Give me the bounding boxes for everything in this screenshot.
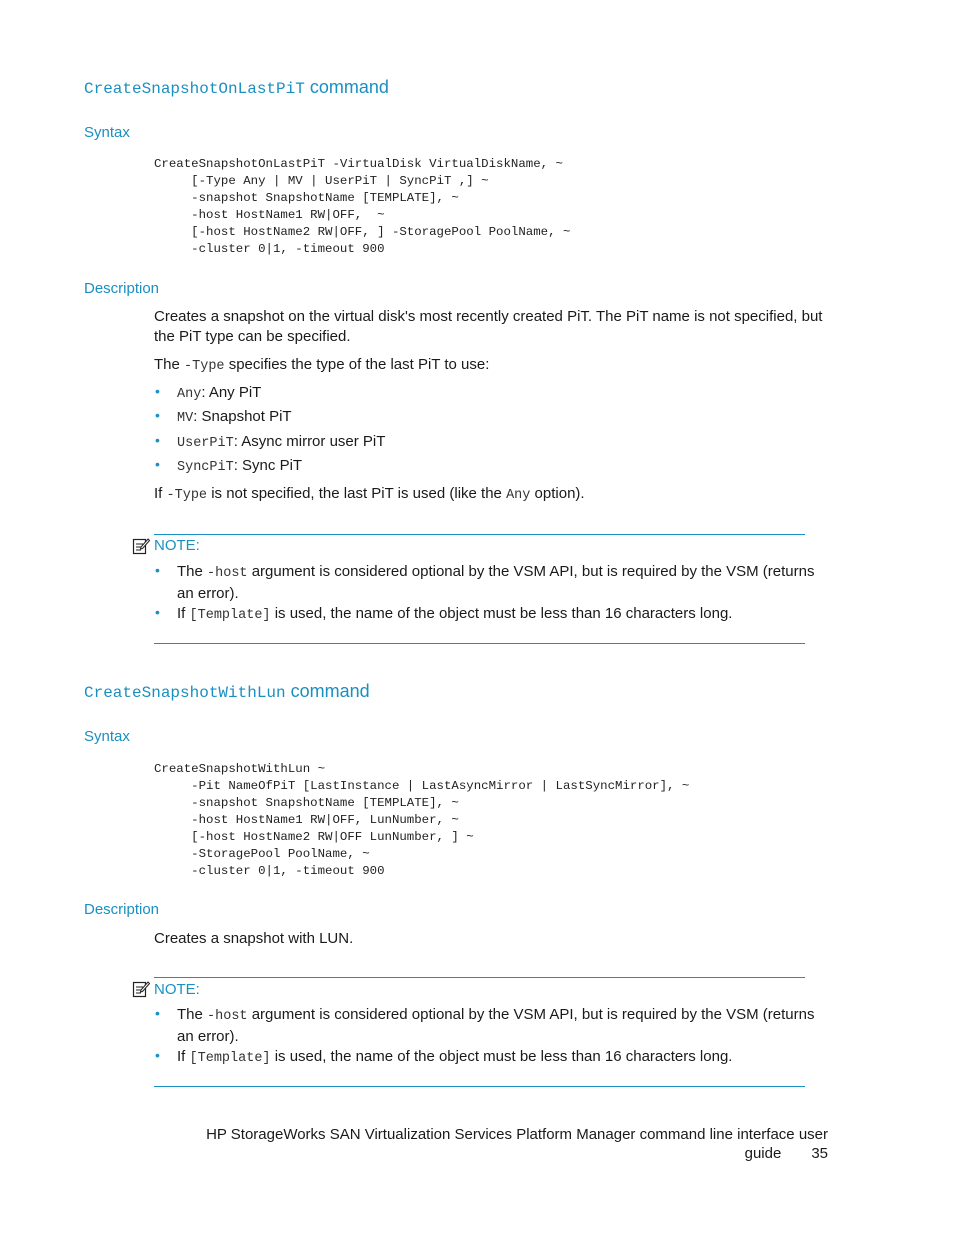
- note-code: -host: [207, 566, 248, 581]
- note-bottom-rule: [154, 643, 805, 644]
- section1-title-code: CreateSnapshotOnLastPiT: [84, 80, 305, 98]
- code-line: [-Type Any | MV | UserPiT | SyncPiT ,] ~: [154, 174, 489, 188]
- bullet-dot: •: [155, 456, 160, 472]
- note-top-rule: [154, 977, 805, 978]
- list-item: [177, 432, 385, 454]
- section2-syntax-block: [154, 761, 689, 880]
- section2-syntax-heading: Syntax: [84, 728, 130, 745]
- note-label: NOTE:: [154, 537, 200, 554]
- page-number: 35: [811, 1145, 828, 1162]
- footer-guide: guide: [744, 1145, 782, 1162]
- note-line2: an error).: [177, 1027, 239, 1045]
- bullet-dot: •: [155, 383, 160, 399]
- section1-title-word: command: [309, 77, 389, 97]
- section1-description-heading: Description: [84, 280, 160, 297]
- bullet-dot: •: [155, 407, 160, 423]
- note-pre: The: [177, 563, 208, 580]
- if-code1: -Type: [166, 488, 208, 503]
- note-pencil-icon: [132, 537, 150, 560]
- type-code: UserPiT: [177, 436, 234, 451]
- section1-title: [84, 77, 389, 98]
- footer-title: HP StorageWorks SAN Virtualization Services Platform Manager command line interface user: [206, 1126, 828, 1143]
- section2-description-heading: Description: [84, 901, 160, 918]
- if-type-line: [154, 484, 585, 506]
- note-pencil-icon: [132, 980, 150, 1003]
- bullet-dot: •: [155, 604, 160, 620]
- note-item: [177, 1005, 817, 1046]
- note-label: NOTE:: [154, 981, 200, 998]
- code-line: [-host HostName2 RW|OFF LunNumber, ] ~: [154, 830, 474, 844]
- type-code: Any: [177, 387, 202, 402]
- type-text: : Async mirror user PiT: [233, 433, 386, 450]
- note-line2: an error).: [177, 584, 239, 602]
- bullet-dot: •: [155, 1005, 160, 1021]
- type-code: MV: [177, 411, 194, 426]
- note-item: [177, 562, 817, 603]
- code-line: -cluster 0|1, -timeout 900: [154, 864, 385, 878]
- section2-title-word: command: [290, 681, 370, 701]
- code-line: -snapshot SnapshotName [TEMPLATE], ~: [154, 191, 459, 205]
- code-line: -StoragePool PoolName, ~: [154, 847, 370, 861]
- note-pre: The: [177, 1006, 208, 1023]
- note-item: [177, 604, 732, 626]
- note-pre: If: [177, 1048, 190, 1065]
- note-code: [Template]: [189, 1051, 271, 1066]
- note-item: [177, 1047, 732, 1069]
- section1-description: [154, 307, 834, 346]
- note-bottom-rule: [154, 1086, 805, 1087]
- note-post: argument is considered optional by the VSM API, but is required by the VSM (returns: [247, 563, 815, 580]
- note-top-rule: [154, 534, 805, 535]
- type-intro-post: specifies the type of the last PiT to use:: [224, 356, 490, 373]
- code-line: -host HostName1 RW|OFF, LunNumber, ~: [154, 813, 459, 827]
- code-line: CreateSnapshotOnLastPiT -VirtualDisk VirtualDiskName, ~: [154, 157, 563, 171]
- section2-title-code: CreateSnapshotWithLun: [84, 684, 286, 702]
- list-item: [177, 456, 302, 478]
- code-line: -host HostName1 RW|OFF, ~: [154, 208, 385, 222]
- type-intro: [154, 355, 489, 377]
- type-code: SyncPiT: [177, 460, 234, 475]
- code-line: -snapshot SnapshotName [TEMPLATE], ~: [154, 796, 459, 810]
- bullet-dot: •: [155, 1047, 160, 1063]
- section1-syntax-heading: Syntax: [84, 124, 130, 141]
- type-text: : Any PiT: [201, 384, 262, 401]
- type-intro-code: -Type: [184, 359, 225, 374]
- code-line: -cluster 0|1, -timeout 900: [154, 242, 385, 256]
- if-mid: is not specified, the last PiT is used (like the: [207, 485, 507, 502]
- code-line: CreateSnapshotWithLun ~: [154, 762, 326, 776]
- type-text: : Sync PiT: [233, 457, 303, 474]
- note-post: is used, the name of the object must be less than 16 characters long.: [270, 605, 733, 622]
- section1-syntax-block: [154, 156, 570, 258]
- section2-description: Creates a snapshot with LUN.: [154, 930, 354, 947]
- code-line: [-host HostName2 RW|OFF, ] -StoragePool PoolName, ~: [154, 225, 571, 239]
- description-line: Creates a snapshot on the virtual disk's most recently created PiT. The PiT name is not specified, but: [154, 308, 823, 325]
- if-code2: Any: [506, 488, 531, 503]
- note-post: is used, the name of the object must be less than 16 characters long.: [270, 1048, 733, 1065]
- bullet-dot: •: [155, 562, 160, 578]
- if-post: option).: [530, 485, 585, 502]
- page-footer: [128, 1125, 828, 1163]
- type-intro-pre: The: [154, 356, 185, 373]
- list-item: [177, 383, 261, 405]
- footer-line2: [128, 1144, 828, 1163]
- if-pre: If: [154, 485, 167, 502]
- note-code: [Template]: [189, 608, 271, 623]
- type-text: : Snapshot PiT: [193, 408, 292, 425]
- bullet-dot: •: [155, 432, 160, 448]
- note-code: -host: [207, 1009, 248, 1024]
- code-line: -Pit NameOfPiT [LastInstance | LastAsyncMirror | LastSyncMirror], ~: [154, 779, 690, 793]
- description-line: the PiT type can be specified.: [154, 327, 351, 345]
- list-item: [177, 407, 292, 429]
- note-post: argument is considered optional by the VSM API, but is required by the VSM (returns: [247, 1006, 815, 1023]
- note-pre: If: [177, 605, 190, 622]
- section2-title: [84, 681, 370, 702]
